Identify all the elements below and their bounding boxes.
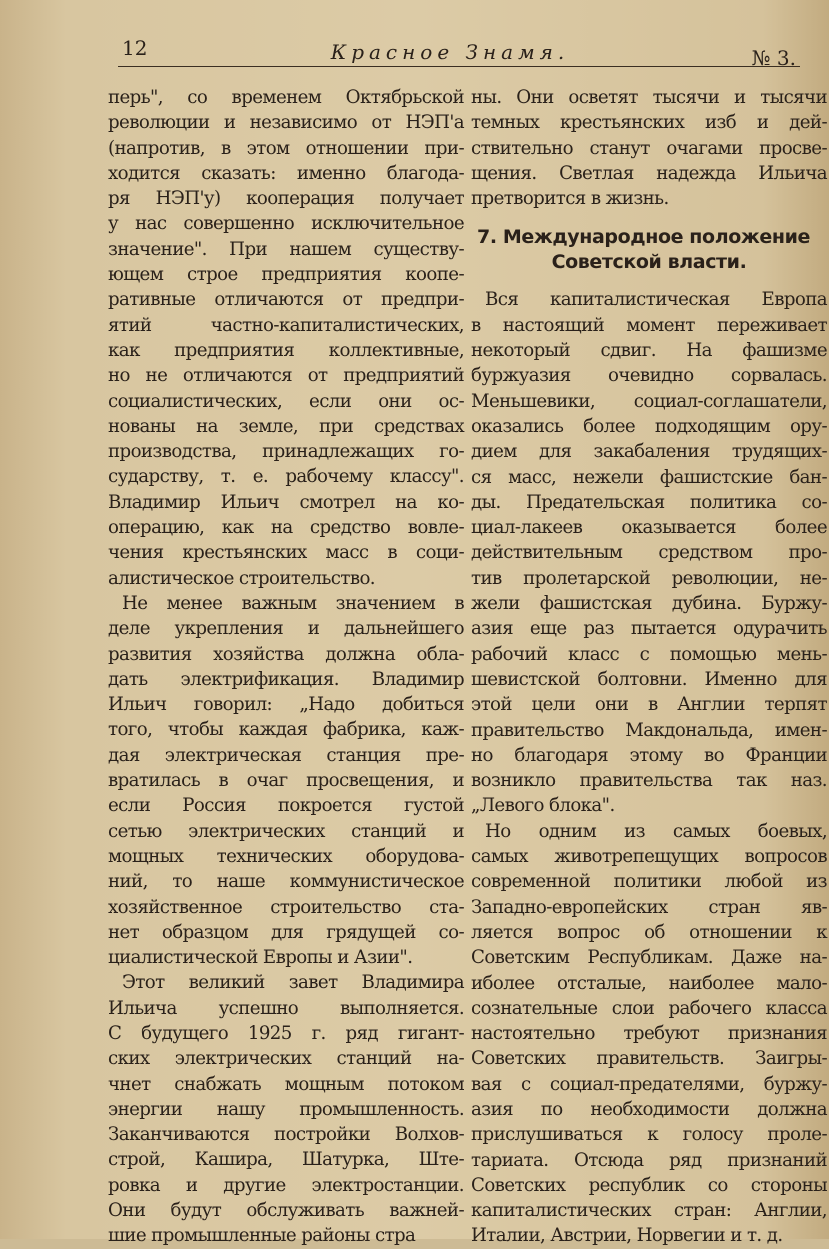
header-rule [118,66,800,67]
text-line: возникло правительства так наз. [471,770,827,792]
text-line: ний, то наше коммунистическое [108,871,464,893]
text-line: претворится в жизнь. [471,188,669,210]
text-line: рабочий класс с помощью мень- [471,643,827,665]
text-line: циал-лакеев оказывается более [471,517,827,539]
text-line: развития хозяйства должна обла- [108,643,464,665]
text-line: Италии, Австрии, Норвегии и т. д. [471,1225,783,1247]
right-column-body [471,287,827,1248]
text-line: Владимир Ильич смотрел на ко- [108,491,464,513]
issue-number: № 3. [751,46,796,70]
right-column-intro [471,85,827,211]
text-line: строй, Кашира, Шатурка, Ште- [108,1149,464,1171]
text-line: капиталистических стран: Англии, [471,1200,827,1222]
text-line: операцию, как на средство вовле- [108,517,464,539]
section-heading-continued: Советской власти. [551,251,747,274]
text-line: Ильича успешно выполняется. [108,997,464,1019]
text-line: дием для закабаления трудящих- [471,441,827,463]
text-line: ятий частно-капиталистических, [108,314,464,336]
text-line: буржуазия очевидно сорвалась. [471,365,827,387]
text-line: ны. Они осветят тысячи и тысячи [471,87,827,108]
text-line: этой цели они в Англии терпят [471,694,827,716]
text-line: жели фашистская дубина. Буржу- [471,593,827,615]
text-line: ды. Предательская политика со- [471,491,827,513]
text-line: ся масс, нежели фашистские бан- [471,466,827,488]
text-line: тариата. Отсюда ряд признаний [471,1149,827,1171]
text-line: оказались более подходящим ору- [471,415,827,437]
text-line: прислушиваться к голосу проле- [471,1124,827,1146]
text-line: деле укрепления и дальнейшего [108,618,464,640]
text-line: у нас совершенно исключительное [108,213,464,235]
text-line: ющем строе предприятия коопе- [108,264,464,286]
text-line: чнет снабжать мощным потоком [108,1073,464,1095]
text-line: чения крестьянских масс в соци- [108,542,464,564]
text-line: мощных технических оборудова- [108,845,464,867]
text-line: иболее отсталые, наиболее мало- [471,972,827,994]
text-line: самых животрепещущих вопросов [471,846,827,868]
section-heading: 7. Международное положение [477,226,810,249]
text-line: темных крестьянских изб и дей- [471,112,827,134]
text-line: Западно-европейских стран яв- [471,896,827,918]
text-line: дая электрическая станция пре- [108,744,464,766]
text-line: С будущего 1925 г. ряд гигант- [108,1022,464,1044]
text-line: вая с социал-предателями, буржу- [471,1073,827,1095]
text-line: революции и независимо от НЭП'а [108,112,464,134]
text-line: алистическое строительство. [108,567,375,589]
text-line: некоторый сдвиг. На фашизме [471,340,827,362]
text-line: настоятельно требуют признания [471,1023,827,1045]
text-line: Меньшевики, социал-соглашатели, [471,390,827,412]
text-line: (напротив, в этом отношении при- [108,137,464,159]
text-line: социалистических, если они ос- [108,390,464,412]
text-line: как предприятия коллективные, [108,339,464,361]
text-line: действительным средством про- [471,542,827,564]
text-line: того, чтобы каждая фабрика, каж- [108,719,464,741]
text-line: сударству, т. е. рабочему классу". [108,466,464,488]
text-line: перь", со временем Октябрьской [108,87,464,108]
text-line: Советских республик со стороны [471,1174,827,1196]
text-line: если Россия покроется густой [108,795,464,817]
text-line: Вся капиталистическая Европа [485,289,827,311]
text-line: но благодаря этому во Франции [471,744,827,766]
text-line: современной политики любой из [471,871,827,893]
text-line: шие промышленные районы стра [108,1225,416,1247]
text-line: Советских правительств. Заигры- [471,1048,827,1070]
text-line: в настоящий момент переживает [471,314,827,336]
text-line: ративные отличаются от предпри- [108,289,464,311]
text-line: энергии нашу промышленность. [108,1098,464,1120]
text-line: азия еще раз пытается одурачить [471,618,827,640]
text-line: сознательные слои рабочего класса [471,997,827,1019]
text-line: щения. Светлая надежда Ильича [471,162,827,184]
text-line: Ильич говорил: „Надо добиться [108,694,464,716]
text-line: но не отличаются от предприятий [108,365,464,387]
text-line: ских электрических станций на- [108,1048,464,1070]
text-line: Этот великий завет Владимира [122,972,464,994]
text-line: вратилась в очаг просвещения, и [108,770,464,792]
text-line: ляется вопрос об отношении к [471,921,827,943]
text-line: ствительно станут очагами просве- [471,137,827,159]
text-line: дать электрификация. Владимир [108,668,464,690]
text-line: ря НЭП'у) кооперация получает [108,188,464,210]
text-line: Но одним из самых боевых, [485,820,827,842]
text-line: производства, принадлежащих го- [108,441,464,463]
left-column [108,85,464,1249]
text-line: правительство Макдональда, имен- [471,719,827,741]
text-line: нованы на земле, при средствах [108,415,464,437]
text-line: шевистской болтовни. Именно для [471,668,827,690]
journal-title: Красное Знамя. [330,40,570,64]
right-column [471,85,827,1249]
text-line: хозяйственное строительство ста- [108,896,464,918]
text-line: Не менее важным значением в [122,592,464,614]
text-line: сетью электрических станций и [108,820,464,842]
text-line: ровка и другие электростанции. [108,1174,464,1196]
text-line: „Левого блока". [471,795,615,817]
text-line: значение". При нашем существу- [108,238,464,260]
text-line: циалистической Европы и Азии". [108,947,413,969]
text-line: нет образцом для грядущей со- [108,921,464,943]
page-number: 12 [122,36,148,60]
text-line: Они будут обслуживать важней- [108,1200,464,1222]
text-line: ходится сказать: именно благода- [108,162,464,184]
text-line: Заканчиваются постройки Волхов- [108,1124,464,1146]
text-line: азия по необходимости должна [471,1098,827,1120]
text-line: Советским Республикам. Даже на- [471,947,827,969]
text-line: тив пролетарской революции, не- [471,567,827,589]
